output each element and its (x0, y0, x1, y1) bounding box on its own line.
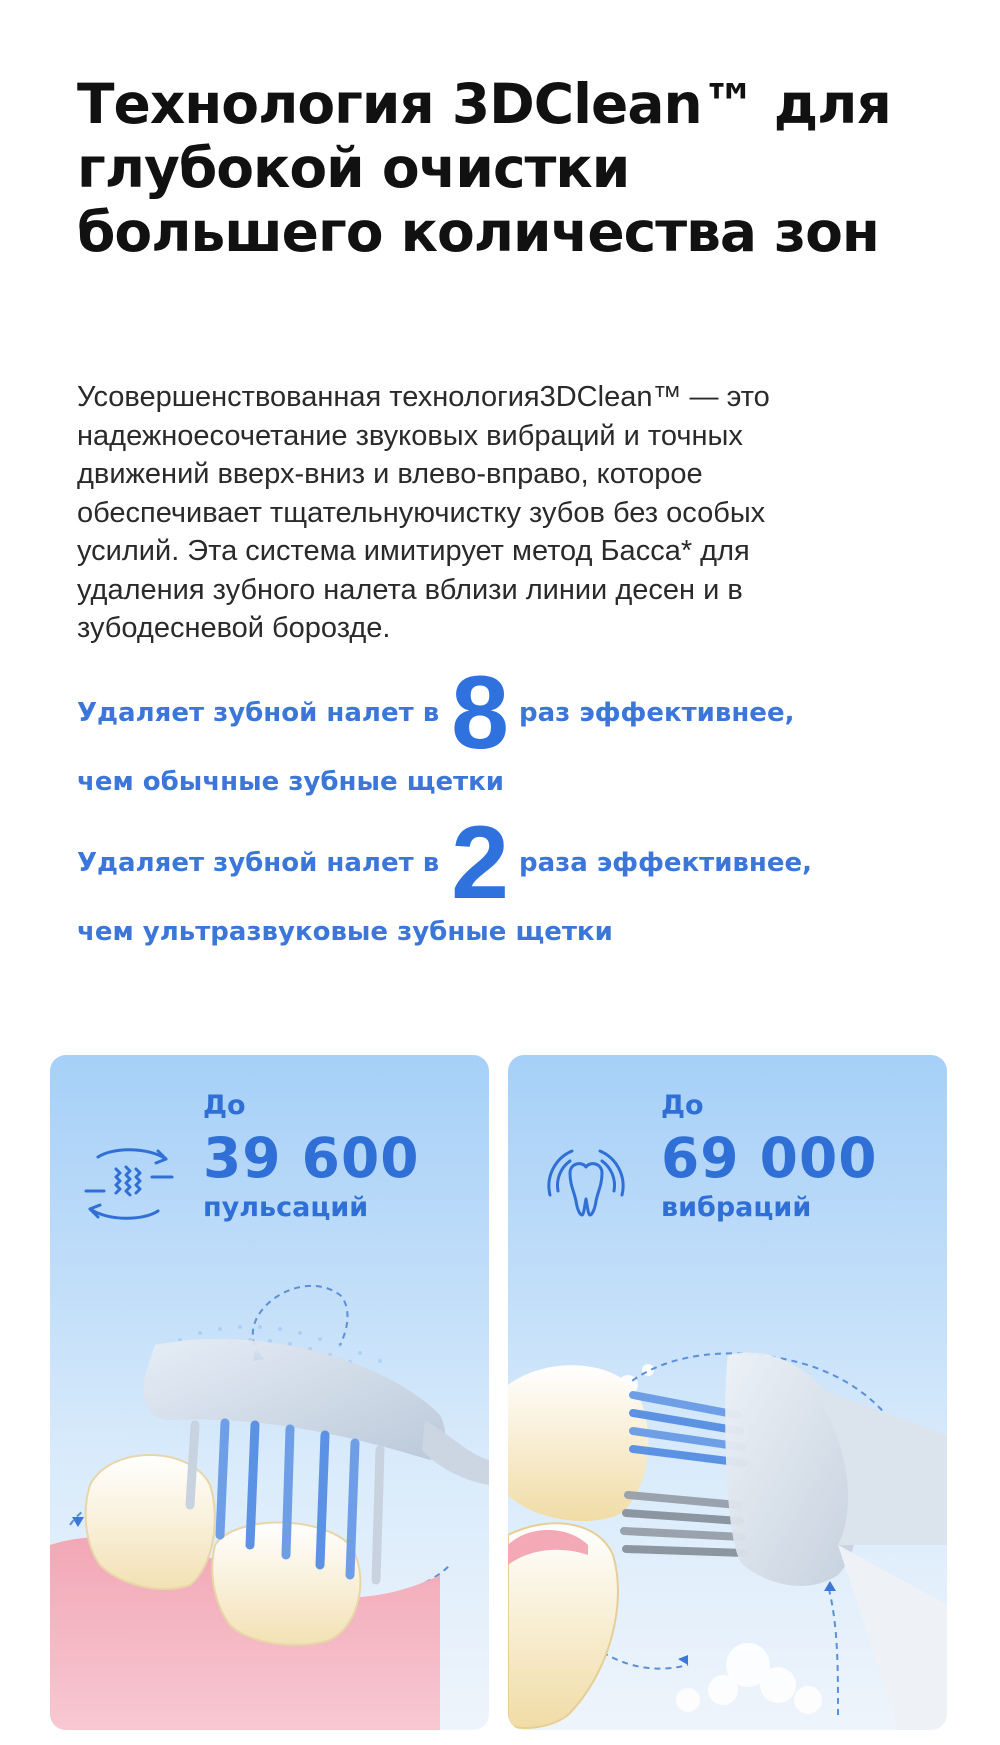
stat-plaque-removal-ultrasonic (77, 805, 957, 947)
description-line: движений вверх-вниз и влево-вправо, которое (77, 458, 703, 490)
card-prefix: До (203, 1090, 246, 1121)
title-line: глубокой очистки (77, 136, 630, 200)
description-line: надежноесочетание звуковых вибраций и точных (77, 419, 743, 452)
stat-suffix: раз эффективнее, (519, 698, 795, 728)
description-line: усилий. Эта система имитирует метод Басса* для (77, 535, 750, 567)
card-unit: вибраций (661, 1192, 812, 1223)
page-title (77, 72, 957, 264)
toothbrush-vibration-illustration (508, 1245, 947, 1730)
description-line: Усовершенствованная технология3DClean™ — это (77, 381, 770, 413)
card-value: 39 600 (203, 1126, 420, 1190)
title-line: Технология 3DClean™ для (77, 72, 891, 136)
pulsation-icon (78, 1135, 178, 1235)
stat-plaque-removal-regular (77, 655, 957, 797)
card-value: 69 000 (661, 1126, 878, 1190)
stat-prefix: Удаляет зубной налет в (77, 848, 440, 878)
stat-suffix: раза эффективнее, (519, 848, 812, 878)
stat-comparison: чем ультразвуковые зубные щетки (77, 917, 613, 947)
tooth-vibration-icon (536, 1135, 636, 1235)
stat-number: 2 (451, 805, 509, 921)
card-unit: пульсаций (203, 1192, 369, 1223)
pulsations-card (50, 1055, 489, 1730)
toothbrush-pulsation-illustration (50, 1245, 489, 1730)
title-line: большего количества зон (77, 200, 879, 264)
stat-number: 8 (451, 655, 509, 771)
description-paragraph (77, 378, 957, 648)
stat-prefix: Удаляет зубной налет в (77, 698, 440, 728)
vibrations-card (508, 1055, 947, 1730)
description-line: удаления зубного налета вблизи линии десен и в (77, 573, 743, 606)
card-prefix: До (661, 1090, 704, 1121)
description-line: обеспечивает тщательнуючистку зубов без особых (77, 496, 766, 529)
description-line: зубодесневой борозде. (77, 612, 391, 644)
stat-comparison: чем обычные зубные щетки (77, 767, 505, 797)
